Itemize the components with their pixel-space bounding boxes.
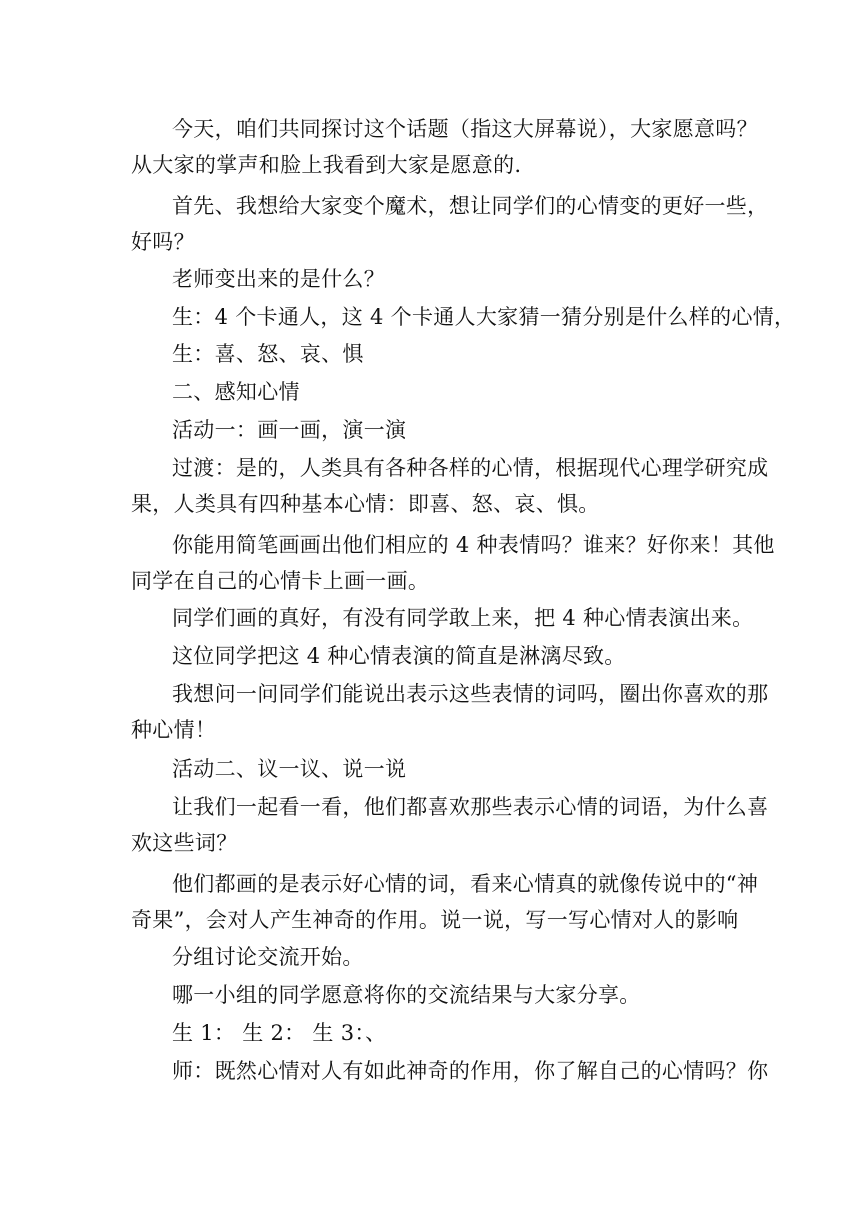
paragraph-line: 分组讨论交流开始。: [172, 945, 364, 969]
paragraph-line: 好吗？: [131, 230, 195, 254]
activity-heading: 活动二、议一议、说一说: [172, 757, 407, 781]
paragraph-line: 让我们一起看一看，他们都喜欢那些表示心情的词语，为什么喜: [172, 795, 769, 819]
paragraph-line: 哪一小组的同学愿意将你的交流结果与大家分享。: [172, 983, 641, 1007]
paragraph-line: 生 1： 生 2： 生 3：、: [172, 1021, 387, 1045]
paragraph-line: 首先、我想给大家变个魔术，想让同学们的心情变的更好一些，: [172, 194, 769, 218]
paragraph-line: 我想问一问同学们能说出表示这些表情的词吗，圈出你喜欢的那: [172, 682, 769, 706]
paragraph-line: 老师变出来的是什么？: [172, 267, 385, 291]
paragraph-line: 你能用简笔画画出他们相应的 4 种表情吗？谁来？好你来！其他: [172, 533, 775, 557]
section-heading: 二、感知心情: [172, 380, 300, 404]
paragraph-line: 今天，咱们共同探讨这个话题（指这大屏幕说），大家愿意吗？: [172, 117, 758, 141]
activity-heading: 活动一：画一画，演一演: [172, 418, 407, 442]
paragraph-line: 生：喜、怒、哀、惧: [172, 342, 364, 366]
paragraph-line: 同学们画的真好，有没有同学敢上来，把 4 种心情表演出来。: [172, 606, 754, 630]
paragraph-line: 过渡：是的，人类具有各种各样的心情，根据现代心理学研究成: [172, 456, 769, 480]
paragraph-line: 果，人类具有四种基本心情：即喜、怒、哀、惧。: [131, 492, 600, 516]
paragraph-line: 同学在自己的心情卡上画一画。: [131, 569, 430, 593]
paragraph-line: 欢这些词？: [131, 831, 238, 855]
paragraph-line: 生：4 个卡通人，这 4 个卡通人大家猜一猜分别是什么样的心情，: [172, 305, 796, 329]
paragraph-line: 种心情！: [131, 718, 217, 742]
paragraph-line: 他们都画的是表示好心情的词，看来心情真的就像传说中的“神: [172, 872, 759, 896]
paragraph-line: 这位同学把这 4 种心情表演的简直是淋漓尽致。: [172, 644, 626, 668]
paragraph-line: 奇果”，会对人产生神奇的作用。说一说，写一写心情对人的影响: [131, 908, 739, 932]
paragraph-line: 从大家的掌声和脸上我看到大家是愿意的.: [131, 153, 522, 177]
paragraph-line: 师：既然心情对人有如此神奇的作用，你了解自己的心情吗？你: [172, 1059, 769, 1083]
